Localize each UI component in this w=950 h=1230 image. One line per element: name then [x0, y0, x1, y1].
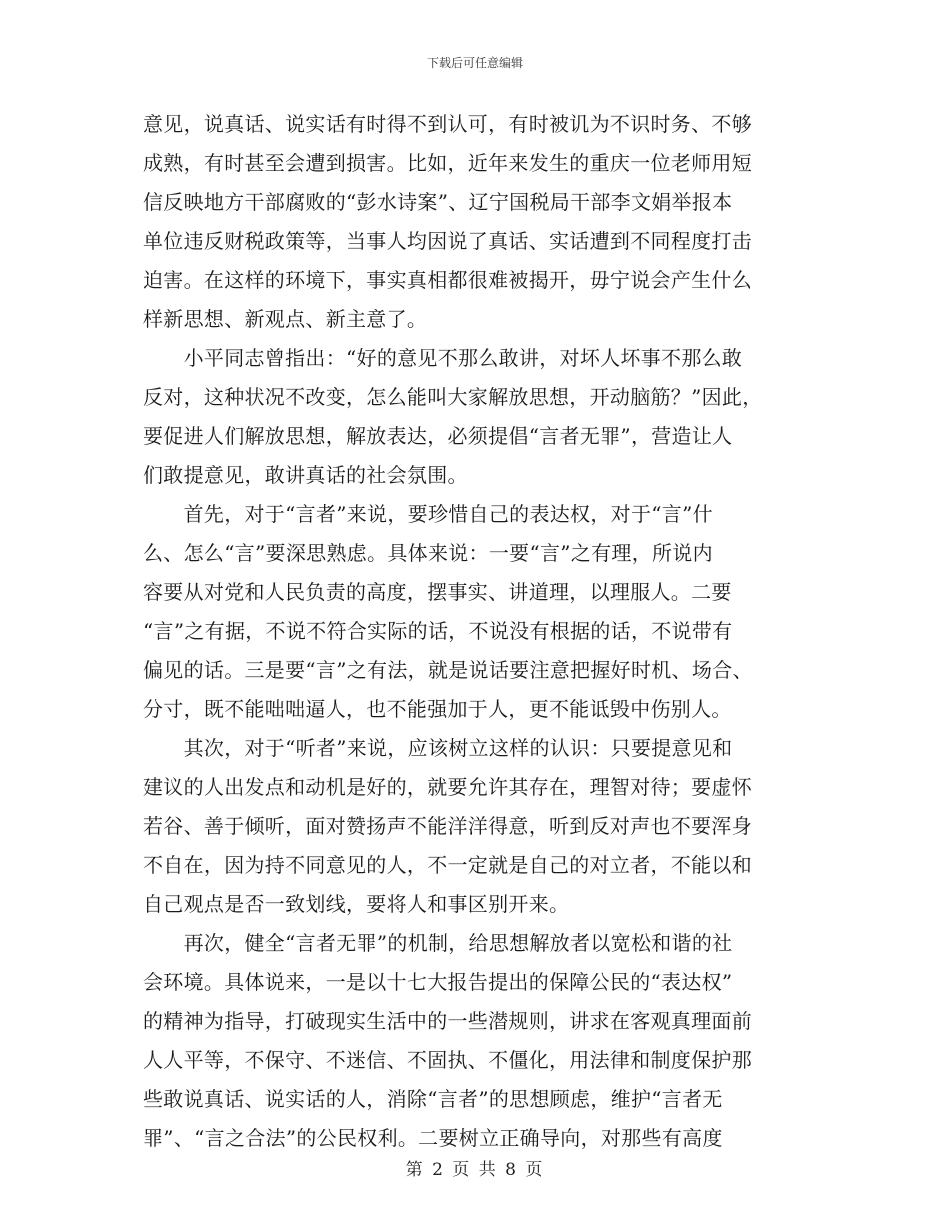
text-line: 若谷、善于倾听，面对赞扬声不能洋洋得意，听到反对声也不要浑身	[143, 814, 752, 838]
text-line: 容要从对党和人民负责的高度，摆事实、讲道理，以理服人。二要	[143, 580, 732, 604]
page-header: 下载后可任意编辑	[426, 56, 523, 70]
text-line: 会环境。具体说来，一是以十七大报告提出的保障公民的“表达权”	[143, 970, 733, 994]
paragraph	[143, 924, 813, 1158]
text-line: 罪”、“言之合法”的公民权利。二要树立正确导向，对那些有高度	[143, 1126, 723, 1150]
text-line: 偏见的话。三是要“言”之有法，就是说话要注意把握好时机、场合、	[143, 658, 753, 682]
text-line: 自己观点是否一致划线，要将人和事区别开来。	[143, 892, 570, 916]
text-line: “言”之有据，不说不符合实际的话，不说没有根据的话，不说带有	[143, 619, 733, 643]
text-line: 首先，对于“言者”来说，要珍惜自己的表达权，对于“言”什	[143, 502, 713, 526]
document-body	[143, 105, 813, 1158]
text-line: 单位违反财税政策等，当事人均因说了真话、实话遭到不同程度打击	[143, 229, 752, 253]
text-line: 要促进人们解放思想，解放表达，必须提倡“言者无罪”，营造让人	[143, 424, 733, 448]
text-line: 些敢说真话、说实话的人，消除“言者”的思想顾虑，维护“言者无	[143, 1087, 723, 1111]
text-line: 成熟，有时甚至会遭到损害。比如，近年来发生的重庆一位老师用短	[143, 151, 752, 175]
text-line: 反对，这种状况不改变，怎么能叫大家解放思想，开动脑筋？”因此，	[143, 385, 763, 409]
text-line: 分寸，既不能咄咄逼人，也不能强加于人，更不能诋毁中伤别人。	[143, 697, 732, 721]
text-line: 的精神为指导，打破现实生活中的一些潜规则，讲求在客观真理面前	[143, 1009, 752, 1033]
text-line: 样新思想、新观点、新主意了。	[143, 307, 428, 331]
text-line: 人人平等，不保守、不迷信、不固执、不僵化，用法律和制度保护那	[143, 1048, 752, 1072]
text-line: 不自在，因为持不同意见的人，不一定就是自己的对立者，不能以和	[143, 853, 752, 877]
paragraph	[143, 495, 813, 729]
text-line: 再次，健全“言者无罪”的机制，给思想解放者以宽松和谐的社	[143, 931, 733, 955]
text-line: 么、怎么“言”要深思熟虑。具体来说：一要“言”之有理，所说内	[143, 541, 713, 565]
text-line: 其次，对于“听者”来说，应该树立这样的认识：只要提意见和	[143, 736, 733, 760]
text-line: 建议的人出发点和动机是好的，就要允许其存在，理智对待；要虚怀	[143, 775, 752, 799]
paragraph	[143, 729, 813, 924]
paragraph	[143, 105, 813, 339]
page-number: 第 2 页 共 8 页	[405, 1160, 545, 1180]
text-line: 信反映地方干部腐败的“彭水诗案”、辽宁国税局干部李文娟举报本	[143, 190, 733, 214]
text-line: 小平同志曾指出：“好的意见不那么敢讲，对坏人坏事不那么敢	[143, 346, 743, 370]
text-line: 们敢提意见，敢讲真话的社会氛围。	[143, 463, 468, 487]
text-line: 意见，说真话、说实话有时得不到认可，有时被讥为不识时务、不够	[143, 112, 752, 136]
paragraph	[143, 339, 813, 495]
text-line: 迫害。在这样的环境下，事实真相都很难被揭开，毋宁说会产生什么	[143, 268, 752, 292]
